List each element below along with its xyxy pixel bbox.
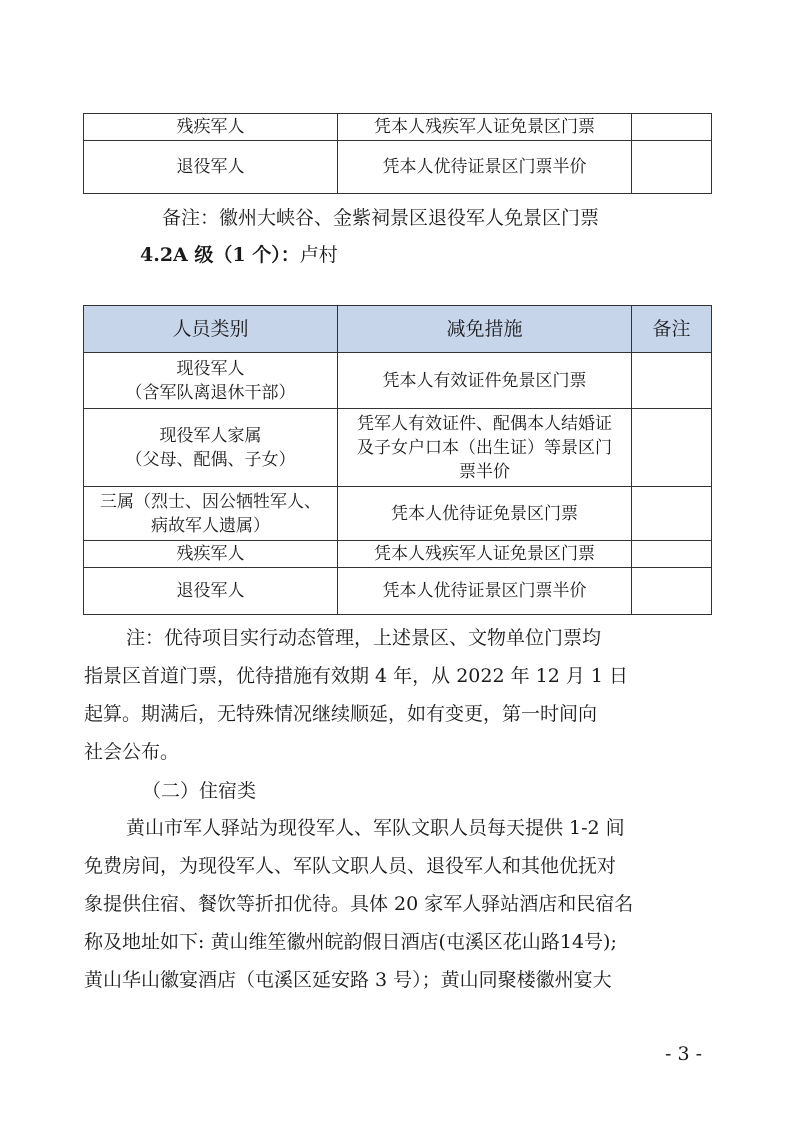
table-row [84, 487, 712, 541]
note-cell [632, 141, 712, 194]
header-category: 人员类别 [84, 306, 338, 353]
page-number: - 3 - [665, 1043, 703, 1065]
discount-table [83, 305, 712, 615]
table-row [84, 141, 712, 194]
category-cell: 退役军人 [84, 568, 338, 615]
category-cell: 三属（烈士、因公牺牲军人、 病故军人遗属） [84, 487, 338, 541]
note-line: 起算。期满后，无特殊情况继续顺延，如有变更，第一时间向 [84, 703, 598, 725]
category-cell: 残疾军人 [84, 541, 338, 568]
measure-cell: 凭本人有效证件免景区门票 [338, 353, 632, 409]
note-cell [632, 114, 712, 141]
measure-cell: 凭本人优待证景区门票半价 [338, 568, 632, 615]
category-cell: 残疾军人 [84, 114, 338, 141]
body-line: 黄山华山徽宴酒店（屯溪区延安路 3 号）；黄山同聚楼徽州宴大 [84, 969, 612, 991]
body-line: 象提供住宿、餐饮等折扣优待。具体 20 家军人驿站酒店和民宿名 [84, 893, 634, 915]
table-header-row [84, 306, 712, 353]
table-row [84, 568, 712, 615]
note-cell [632, 409, 712, 487]
note-cell [632, 568, 712, 615]
table-row [84, 114, 712, 141]
discount-table-continued [83, 113, 712, 194]
measure-cell: 凭军人有效证件、配偶本人结婚证 及子女户口本（出生证）等景区门 票半价 [338, 409, 632, 487]
section-heading-value: 卢村 [299, 244, 338, 266]
measure-cell: 凭本人残疾军人证免景区门票 [338, 541, 632, 568]
category-cell: 现役军人家属 （父母、配偶、子女） [84, 409, 338, 487]
table-row [84, 541, 712, 568]
section-heading-label: 4.2A 级（1 个）： [140, 244, 300, 266]
measure-cell: 凭本人优待证免景区门票 [338, 487, 632, 541]
measure-cell: 凭本人残疾军人证免景区门票 [338, 114, 632, 141]
note-line: 指景区首道门票，优待措施有效期 4 年，从 2022 年 12 月 1 日 [84, 665, 629, 687]
note-cell [632, 487, 712, 541]
header-note: 备注 [632, 306, 712, 353]
subsection-title: （二）住宿类 [142, 780, 257, 802]
table-row [84, 409, 712, 487]
note-line: 注：优待项目实行动态管理，上述景区、文物单位门票均 [126, 627, 602, 649]
note-cell [632, 541, 712, 568]
section-heading [140, 242, 338, 268]
note-cell [632, 353, 712, 409]
note-line: 社会公布。 [84, 741, 180, 763]
header-measure: 减免措施 [338, 306, 632, 353]
remark-text: 备注：徽州大峡谷、金紫祠景区退役军人免景区门票 [162, 207, 600, 229]
category-cell: 现役军人 （含军队离退休干部） [84, 353, 338, 409]
body-line: 免费房间，为现役军人、军队文职人员、退役军人和其他优抚对 [84, 855, 617, 877]
measure-cell: 凭本人优待证景区门票半价 [338, 141, 632, 194]
body-line: 称及地址如下: 黄山维笙徽州皖韵假日酒店(屯溪区花山路14号); [84, 931, 617, 953]
table-row [84, 353, 712, 409]
body-line: 黄山市军人驿站为现役军人、军队文职人员每天提供 1-2 间 [126, 817, 625, 839]
category-cell: 退役军人 [84, 141, 338, 194]
